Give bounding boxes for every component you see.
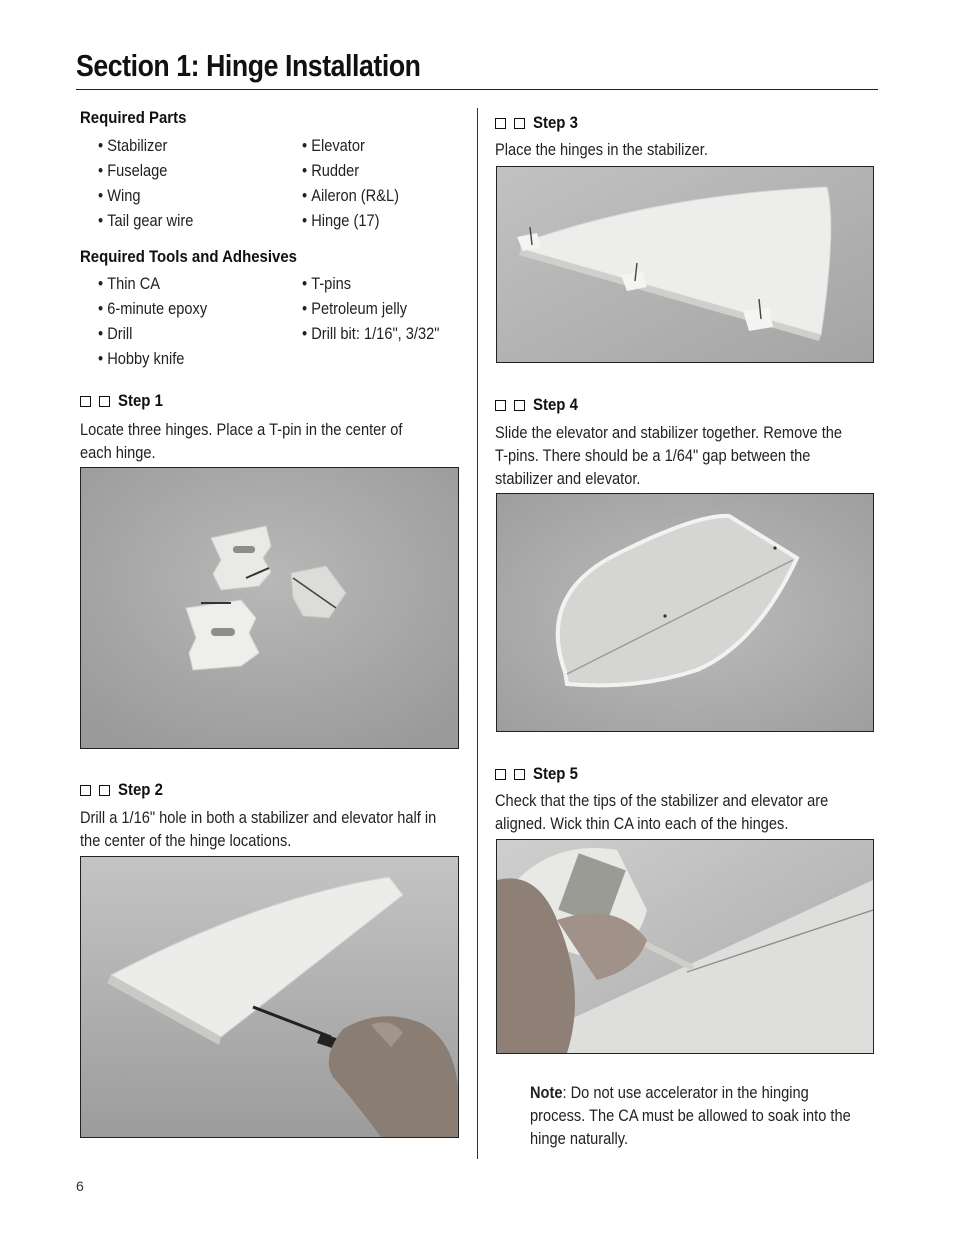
page-title: Section 1: Hinge Installation (76, 48, 421, 83)
list-item: • T-pins (302, 271, 439, 296)
step-1-label: Step 1 (118, 391, 163, 410)
list-item: • Stabilizer (98, 133, 193, 158)
step-3-header (495, 113, 584, 133)
checkbox[interactable] (80, 785, 91, 796)
required-tools-list-right (302, 271, 439, 346)
list-item: • Elevator (302, 133, 399, 158)
list-item: • 6-minute epoxy (98, 296, 207, 321)
step-4-header (495, 395, 584, 415)
checkbox[interactable] (99, 785, 110, 796)
note (530, 1081, 865, 1150)
required-parts-heading: Required Parts (80, 108, 187, 127)
checkbox[interactable] (99, 396, 110, 407)
step-2-label: Step 2 (118, 780, 163, 799)
step-5-header (495, 764, 584, 784)
list-item: • Thin CA (98, 271, 207, 296)
checkbox[interactable] (495, 769, 506, 780)
step-5-photo-applying-ca (496, 839, 874, 1054)
required-tools-heading: Required Tools and Adhesives (80, 247, 297, 266)
list-item: • Aileron (R&L) (302, 183, 399, 208)
checkbox[interactable] (495, 400, 506, 411)
list-item: • Petroleum jelly (302, 296, 439, 321)
step-1-header (80, 391, 169, 411)
step-3-photo-stabilizer-hinges (496, 166, 874, 363)
checkbox[interactable] (495, 118, 506, 129)
step-3-label: Step 3 (533, 113, 578, 132)
list-item: • Rudder (302, 158, 399, 183)
checkbox[interactable] (514, 400, 525, 411)
column-divider (477, 108, 478, 1159)
required-parts-list-left (98, 133, 193, 233)
list-item: • Tail gear wire (98, 208, 193, 233)
step-1-text: Locate three hinges. Place a T-pin in the center of each hinge. (80, 420, 403, 462)
list-item: • Fuselage (98, 158, 193, 183)
required-parts-list-right (302, 133, 399, 233)
list-item: • Drill (98, 321, 207, 346)
checkbox[interactable] (514, 118, 525, 129)
list-item: • Drill bit: 1/16", 3/32" (302, 321, 439, 346)
step-2-photo-drilling (80, 856, 459, 1138)
step-4-photo-assembled-tail (496, 493, 874, 732)
step-2-header (80, 780, 169, 800)
title-divider (76, 89, 878, 90)
step-4-text: Slide the elevator and stabilizer together. Remove the T-pins. There should be a 1/64" gap between the stabilizer and elevator. (495, 423, 843, 488)
step-1-photo-hinges (80, 467, 459, 749)
checkbox[interactable] (514, 769, 525, 780)
required-tools-list-left (98, 271, 207, 371)
list-item: • Wing (98, 183, 193, 208)
page-number: 6 (76, 1178, 84, 1194)
step-4-label: Step 4 (533, 395, 578, 414)
step-5-label: Step 5 (533, 764, 578, 783)
step-2-text: Drill a 1/16" hole in both a stabilizer and elevator half in the center of the hinge locations. (80, 808, 437, 850)
step-5-text: Check that the tips of the stabilizer and elevator are aligned. Wick thin CA into each of the hinges. (495, 791, 829, 833)
list-item: • Hinge (17) (302, 208, 399, 233)
step-3-text: Place the hinges in the stabilizer. (495, 140, 708, 159)
list-item: • Hobby knife (98, 346, 207, 371)
checkbox[interactable] (80, 396, 91, 407)
note-text: : Do not use accelerator in the hinging process. The CA must be allowed to soak into the hinge naturally. (530, 1083, 851, 1148)
note-label: Note (530, 1083, 563, 1102)
